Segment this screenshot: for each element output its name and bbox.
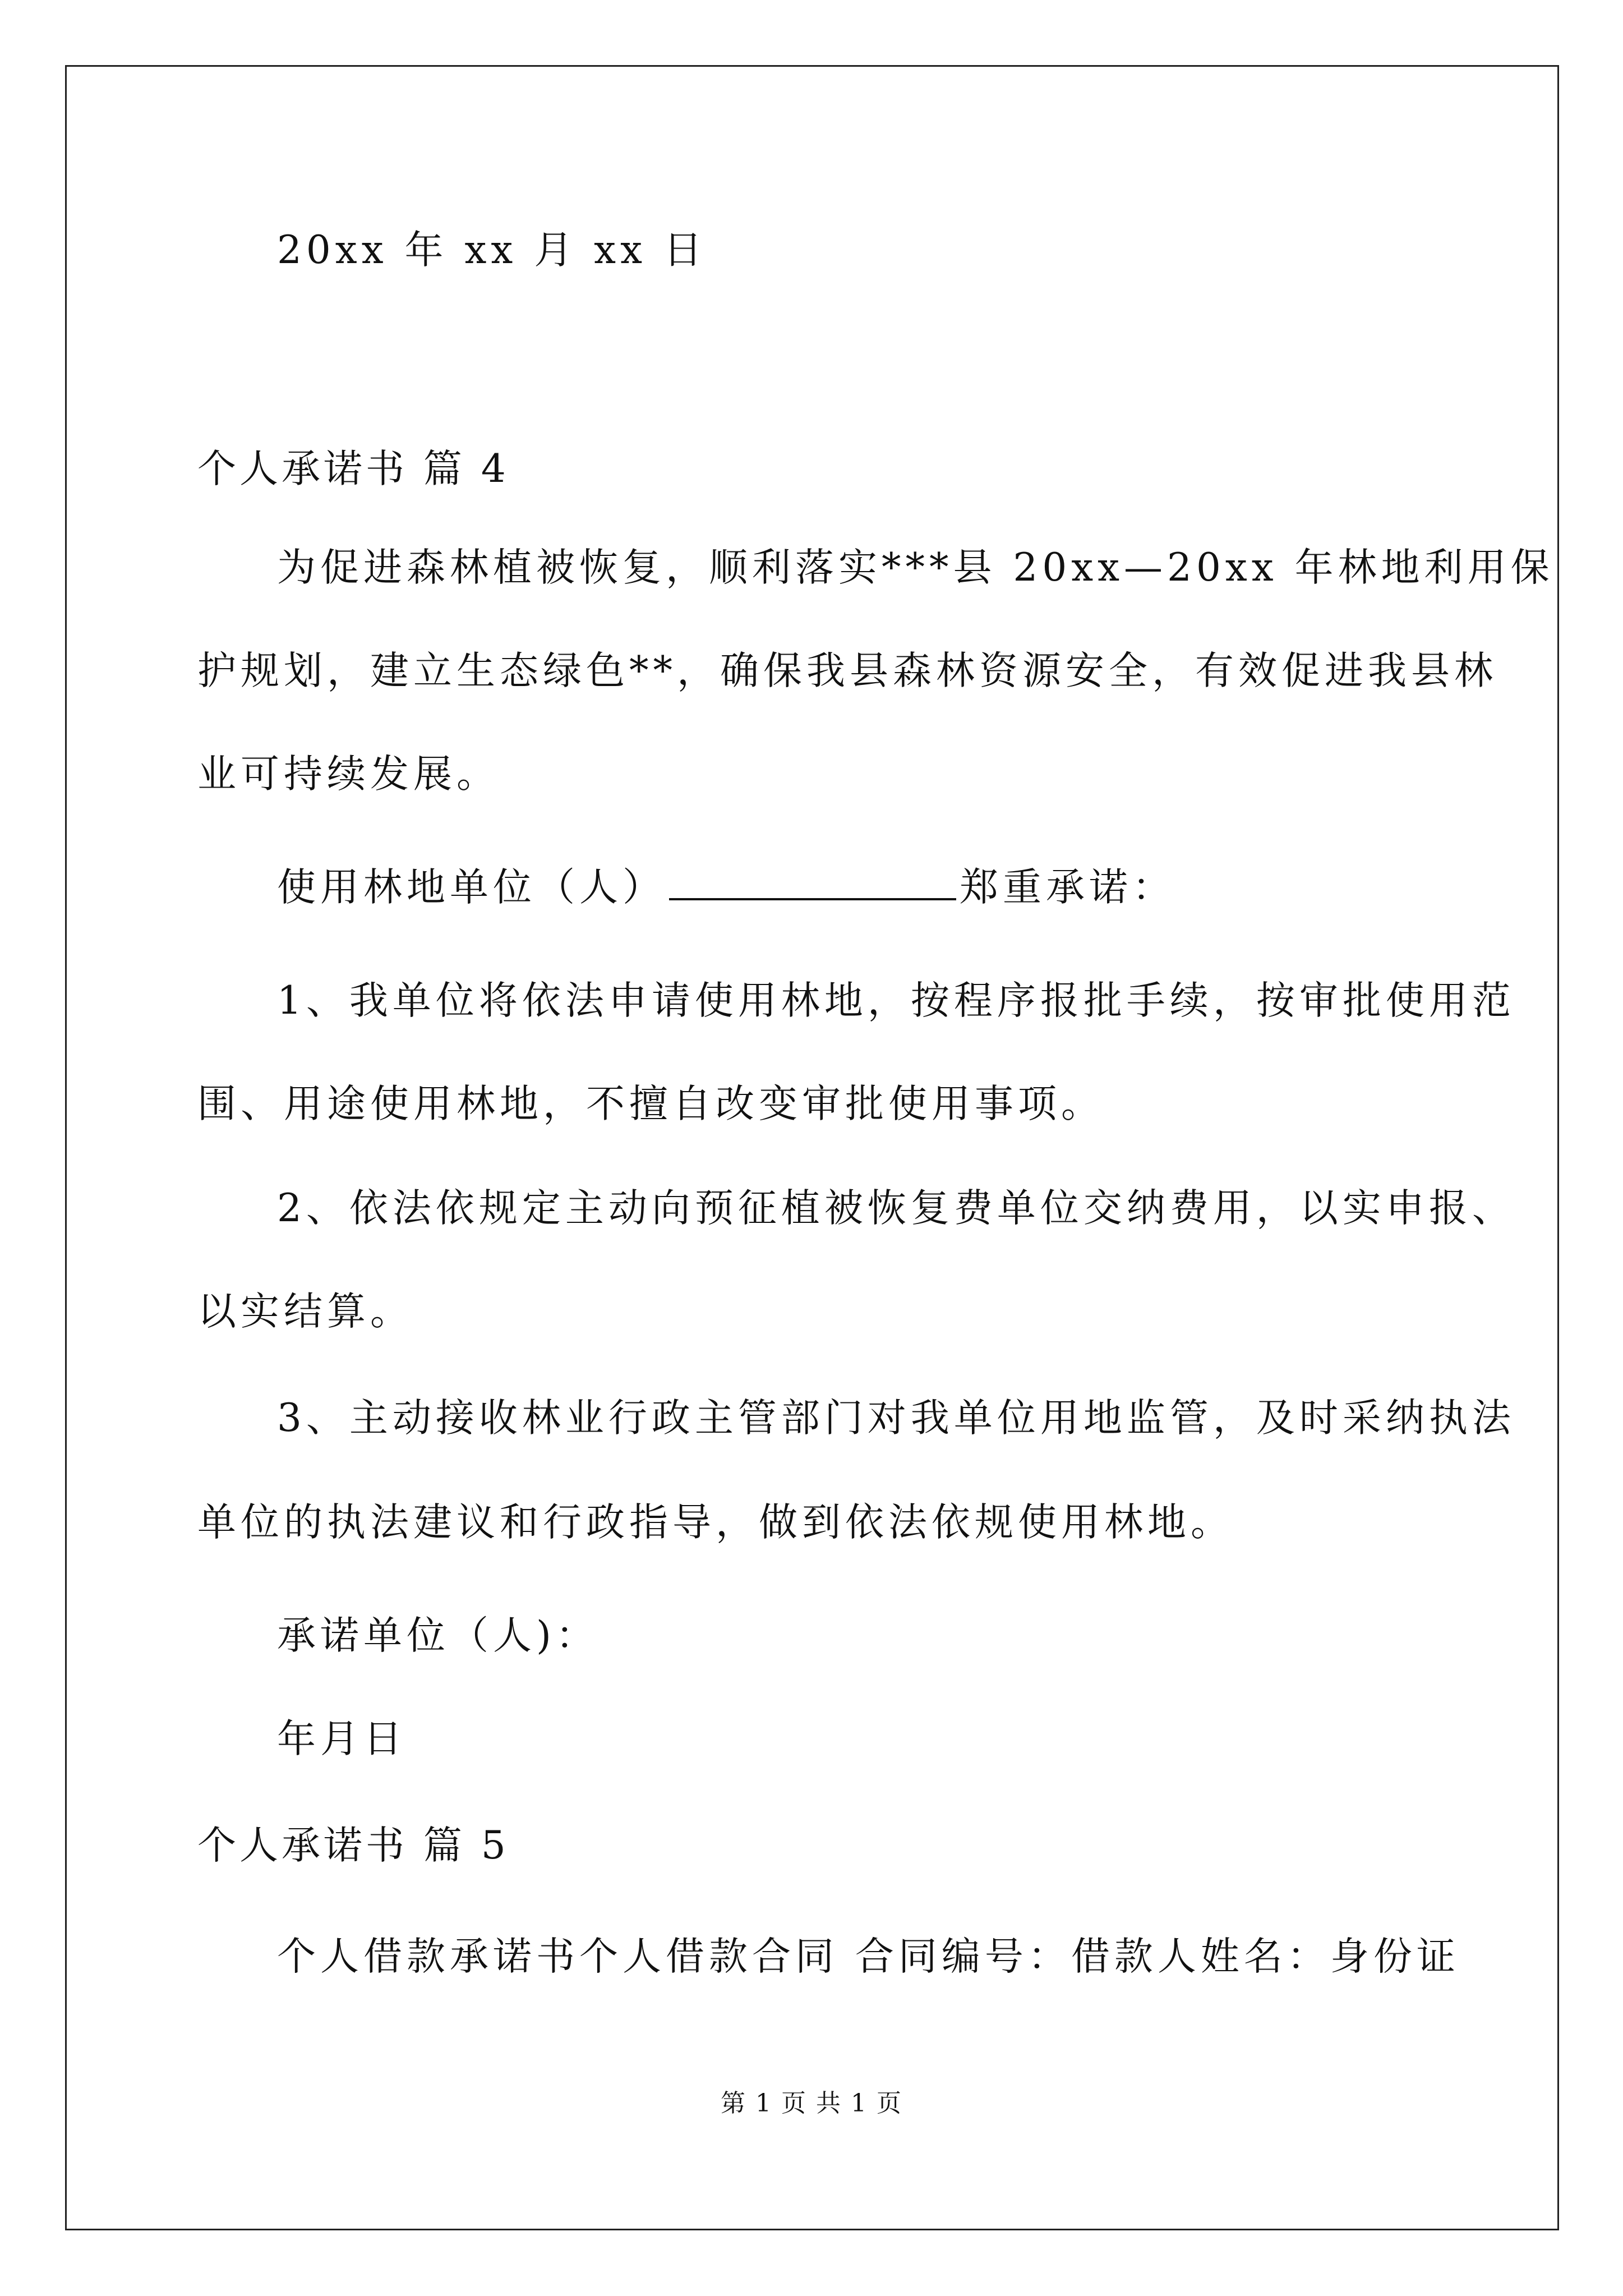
- page-footer: 第 1 页 共 1 页: [721, 2089, 902, 2118]
- item-1-line-1: 1、我单位将依法申请使用林地，按程序报批手续，按审批使用范: [277, 978, 1515, 1023]
- intro-line-1: 为促进森林植被恢复，顺利落实***县 20xx—20xx 年林地利用保: [277, 545, 1554, 590]
- signatory-line: 承诺单位（人)：: [277, 1613, 599, 1658]
- item-1-line-2: 围、用途使用林地，不擅自改变审批使用事项。: [197, 1082, 1104, 1126]
- intro-line-2: 护规划，建立生态绿色**，确保我县森林资源安全，有效促进我县林: [197, 648, 1497, 693]
- date-line: 20xx 年 xx 月 xx 日: [277, 228, 707, 273]
- pledge-suffix: 郑重承诺：: [960, 865, 1175, 910]
- section-5-first-line: 个人借款承诺书个人借款合同 合同编号：借款人姓名：身份证: [277, 1934, 1460, 1979]
- section-4-heading: 个人承诺书 篇 4: [197, 447, 509, 491]
- page-border: [65, 65, 1559, 2230]
- item-3-line-2: 单位的执法建议和行政指导，做到依法依规使用林地。: [197, 1500, 1234, 1545]
- item-3-line-1: 3、主动接收林业行政主管部门对我单位用地监管，及时采纳执法: [277, 1396, 1515, 1441]
- item-2-line-2: 以实结算。: [197, 1289, 413, 1334]
- intro-line-3: 业可持续发展。: [197, 752, 500, 797]
- unit-name-blank: [669, 864, 956, 900]
- pledge-prefix: 使用林地单位（人）: [277, 865, 666, 910]
- section-5-heading: 个人承诺书 篇 5: [197, 1823, 509, 1868]
- pledge-line: [277, 861, 1175, 914]
- date-placeholder: 年月日: [277, 1717, 407, 1761]
- item-2-line-1: 2、依法依规定主动向预征植被恢复费单位交纳费用，以实申报、: [277, 1186, 1515, 1231]
